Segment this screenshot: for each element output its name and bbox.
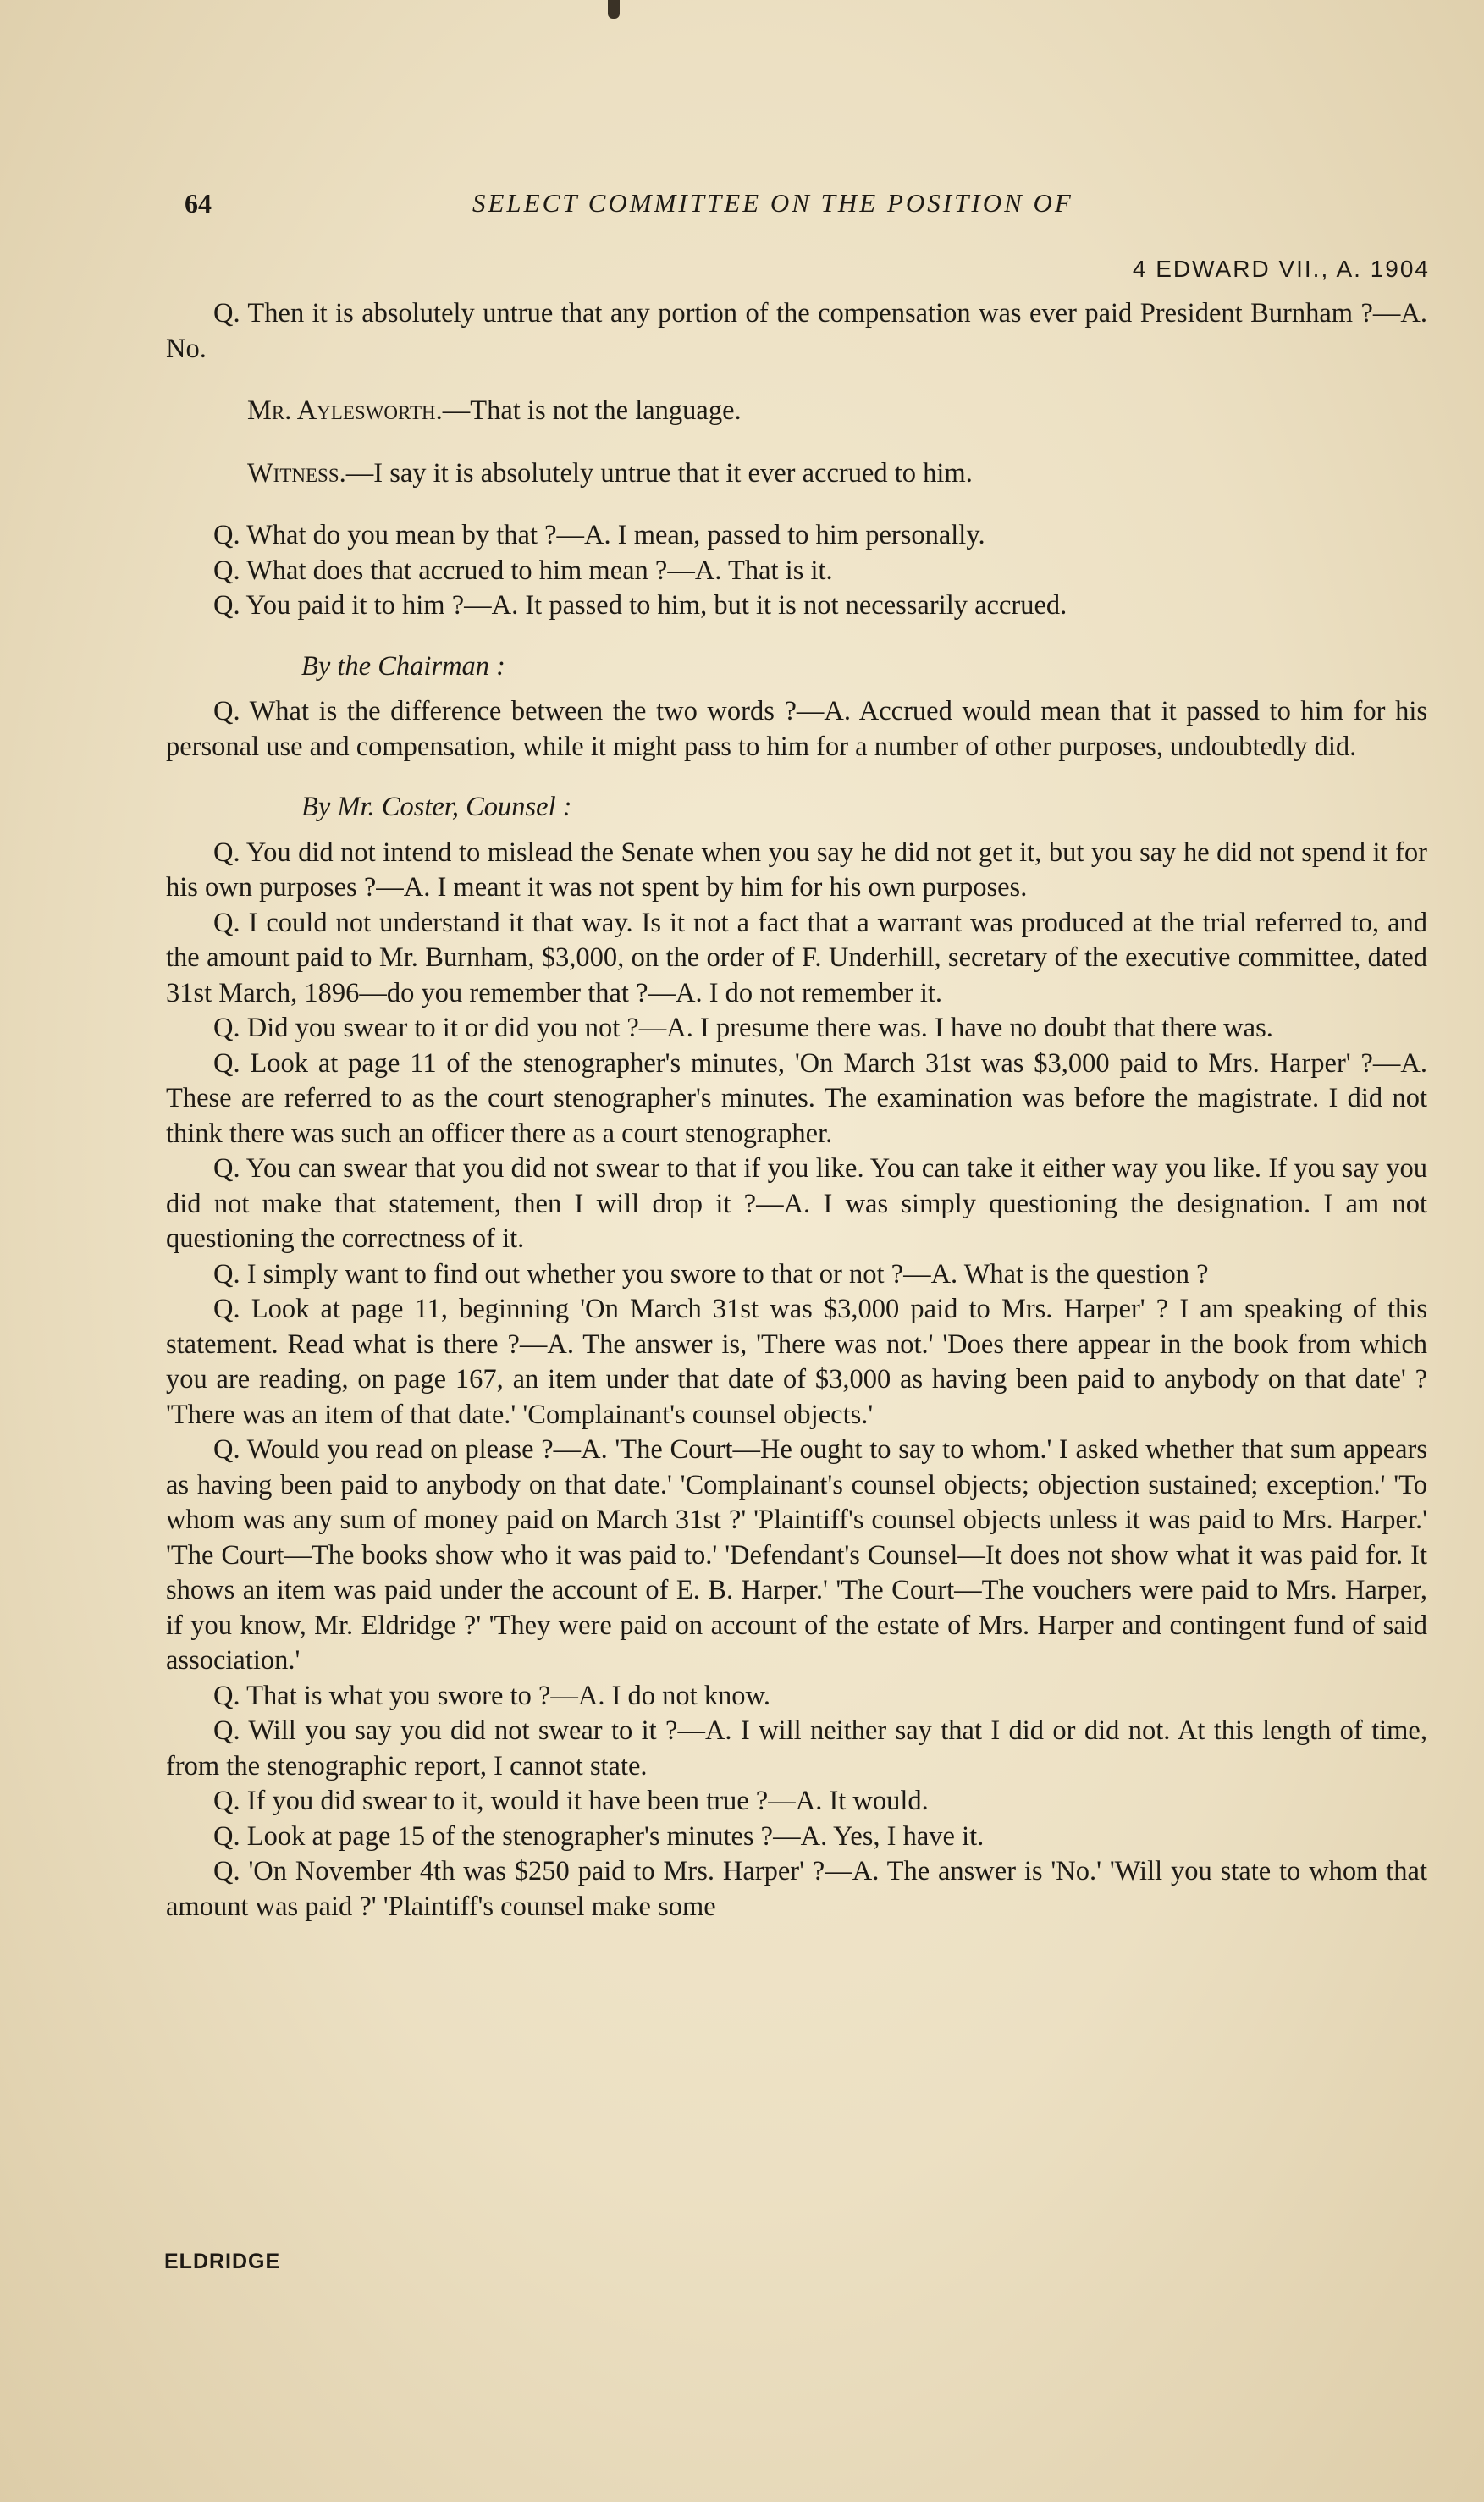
- paragraph: Q. I simply want to find out whether you swore to that or not ?—A. What is the question ?: [213, 1258, 1209, 1290]
- paragraph: Q. You did not intend to mislead the Senate when you say he did not get it, but you say he did not spend it for his own purposes ?—A. I meant it was not spent by him for his own purposes.: [166, 837, 1427, 903]
- paragraph: Q. That is what you swore to ?—A. I do not know.: [213, 1680, 771, 1711]
- speaker-name: Witness.: [247, 457, 346, 489]
- speaker-name: Mr. Aylesworth.: [247, 395, 443, 426]
- paragraph: Q. What is the difference between the two words ?—A. Accrued would mean that it passed to him for his personal use and compensation, while it might pass to him for a number of other purposes, undoubtedly did.: [166, 696, 1427, 762]
- paragraph: Q. Then it is absolutely untrue that any portion of the compensation was ever paid President Burnham ?—A. No.: [166, 298, 1427, 364]
- speaker-text: —That is not the language.: [442, 395, 742, 426]
- section-heading: By Mr. Coster, Counsel :: [301, 792, 572, 822]
- paragraph: Q. You paid it to him ?—A. It passed to him, but it is not necessarily accrued.: [213, 590, 1067, 621]
- session-line: 4 EDWARD VII., A. 1904: [1132, 256, 1430, 282]
- body-text: [166, 296, 1427, 1925]
- paragraph: Q. What do you mean by that ?—A. I mean, passed to him personally.: [213, 520, 985, 550]
- speaker-paragraph: [166, 456, 1427, 492]
- footer-name: ELDRIDGE: [164, 2250, 281, 2273]
- paragraph: Q. You can swear that you did not swear to that if you like. You can take it either way you like. If you say you did not make that statement, then I will drop it ?—A. I was simply questioning the designation. I am not questioning the correctness of it.: [166, 1153, 1427, 1254]
- paragraph: Q. Look at page 15 of the stenographer's minutes ?—A. Yes, I have it.: [213, 1820, 985, 1852]
- page-header: [185, 188, 1302, 222]
- binding-mark: [608, 0, 620, 19]
- running-title: SELECT COMMITTEE ON THE POSITION OF: [472, 188, 1073, 218]
- paragraph: Q. Look at page 11 of the stenographer's minutes, 'On March 31st was $3,000 paid to Mrs. Harper' ?—A. These are referred to as the court stenographer's minutes. The examination was before the magistrate. I did not think there was such an officer there as a court stenographer.: [166, 1047, 1427, 1149]
- paragraph: Q. Will you say you did not swear to it ?—A. I will neither say that I did or did not. At this length of time, from the stenographic report, I cannot state.: [166, 1715, 1427, 1781]
- paragraph: Q. What does that accrued to him mean ?—A. That is it.: [213, 555, 833, 586]
- paragraph: Q. I could not understand it that way. Is it not a fact that a warrant was produced at the trial referred to, and the amount paid to Mr. Burnham, $3,000, on the order of F. Underhill, secretary of the executive committee, dated 31st March, 1896—do you remember that ?—A. I do not remember it.: [166, 907, 1427, 1008]
- paragraph: Q. 'On November 4th was $250 paid to Mrs. Harper' ?—A. The answer is 'No.' 'Will you state to whom that amount was paid ?' 'Plaintiff's counsel make some: [166, 1856, 1427, 1922]
- paragraph: Q. If you did swear to it, would it have been true ?—A. It would.: [213, 1786, 929, 1816]
- page-number: 64: [185, 188, 212, 218]
- paragraph: Q. Would you read on please ?—A. 'The Court—He ought to say to whom.' I asked whether that sum appears as having been paid to anybody on that date.' 'Complainant's counsel objects; objection sustained; exception.' 'To whom was any sum of money paid on March 31st ?' 'Plaintiff's counsel objects unless it was paid to Mrs. Harper.' 'The Court—The books show who it was paid to.' 'Defendant's Counsel—It does not show what it was paid for. It shows an item was paid under the account of E. B. Harper.' 'The Court—The vouchers were paid to Mrs. Harper, if you know, Mr. Eldridge ?' 'They were paid on account of the estate of Mrs. Harper and contingent fund of said association.': [166, 1434, 1427, 1676]
- paragraph: Q. Look at page 11, beginning 'On March 31st was $3,000 paid to Mrs. Harper' ? I am speaking of this statement. Read what is there ?—A. The answer is, 'There was not.' 'Does there appear in the book from which you are reading, on page 167, an item under that date of $3,000 as having been paid to anybody on that date' ? 'There was an item of that date.' 'Complainant's counsel objects.': [166, 1294, 1427, 1430]
- section-heading: By the Chairman :: [301, 650, 506, 682]
- paragraph: Q. Did you swear to it or did you not ?—A. I presume there was. I have no doubt that there was.: [213, 1013, 1273, 1043]
- speaker-text: —I say it is absolutely untrue that it ever accrued to him.: [345, 457, 973, 489]
- speaker-paragraph: [166, 394, 1427, 429]
